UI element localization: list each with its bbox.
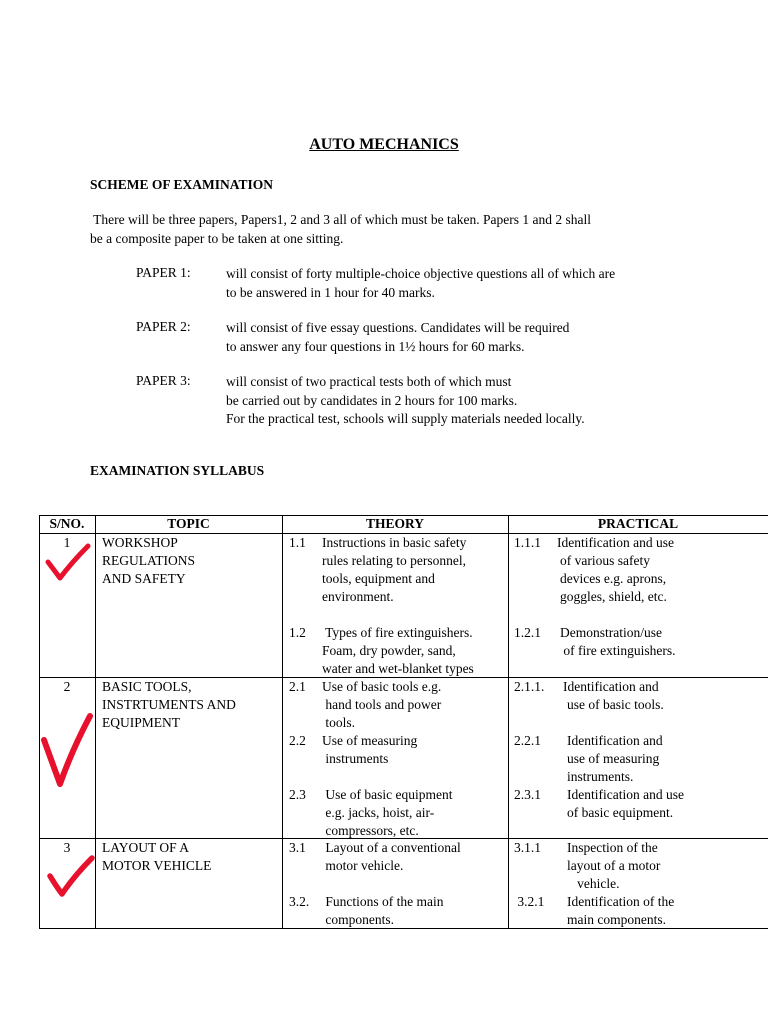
theory-line: tools, equipment and [322,571,435,586]
practical-item-num: 1.1.1 [514,535,541,550]
theory-item-text [322,893,444,929]
practical-item-num: 2.3.1 [514,787,541,802]
topic-line: WORKSHOP [102,535,178,550]
row-1-topic [102,534,195,588]
theory-line: rules relating to personnel, [322,553,466,568]
theory-line: Foam, dry powder, sand, [322,643,456,658]
practical-item-num: 3.1.1 [514,840,541,855]
paper-3-label: PAPER 3: [136,373,191,388]
practical-item-num: 2.1.1. [514,679,545,694]
theory-item-num: 2.1 [289,679,306,694]
practical-line: of basic equipment. [567,805,674,820]
intro-line: There will be three papers, Papers1, 2 and 3 all of which must be taken. Papers 1 and 2 shall [90,212,591,227]
checkmark-icon [42,540,94,588]
topic-line: MOTOR VEHICLE [102,858,212,873]
paper-line: will consist of five essay questions. Candidates will be required [226,320,570,335]
paper-line: to be answered in 1 hour for 40 marks. [226,284,435,300]
theory-line: Functions of the main [322,894,444,909]
theory-line: compressors, etc. [322,823,419,838]
practical-line: layout of a motor [567,858,661,873]
practical-item-text [567,893,674,929]
practical-item-text [567,732,663,786]
theory-item-text [322,732,417,768]
practical-line: goggles, shield, etc. [560,589,667,604]
theory-item-num: 3.1 [289,840,306,855]
practical-line: Identification and use [557,535,674,550]
theory-line: Use of measuring [322,733,418,748]
practical-item-text [567,786,684,822]
topic-line: INSTRTUMENTS AND [102,697,236,712]
row-1-sno: 1 [63,535,71,550]
practical-line: main components. [567,912,666,927]
theory-line: environment. [322,589,394,604]
theory-line: Layout of a conventional [322,840,461,855]
intro-line: be a composite paper to be taken at one sitting. [90,230,344,246]
paper-line: be carried out by candidates in 2 hours for 100 marks. [226,392,518,408]
practical-line: Identification and [563,679,659,694]
practical-item-text [563,678,664,714]
header-topic: TOPIC [167,516,210,531]
theory-item-text [322,534,466,606]
theory-item-text [322,786,452,840]
theory-item-num: 1.1 [289,535,306,550]
theory-line: Instructions in basic safety [322,535,467,550]
paper-line: For the practical test, schools will supply materials needed locally. [226,411,585,426]
topic-line: LAYOUT OF A [102,840,190,855]
paper-3-description [226,373,585,429]
theory-line: Use of basic tools e.g. [322,679,442,694]
paper-line: will consist of forty multiple-choice objective questions all of which are [226,266,616,281]
practical-item-num: 3.2.1 [514,894,545,909]
topic-line: BASIC TOOLS, [102,679,192,694]
theory-line: components. [322,912,394,927]
syllabus-table [39,515,768,929]
theory-line: Types of fire extinguishers. [322,625,473,640]
intro-paragraph [90,211,690,248]
checkmark-icon [38,710,96,792]
paper-2-description [226,319,569,356]
theory-item-num: 1.2 [289,625,306,640]
practical-line: Identification and [567,733,663,748]
practical-line: of fire extinguishers. [560,643,676,658]
syllabus-heading: EXAMINATION SYLLABUS [90,463,265,478]
topic-line: AND SAFETY [102,571,186,586]
paper-2-label: PAPER 2: [136,319,191,334]
practical-line: Identification of the [567,894,675,909]
theory-line: instruments [322,751,389,766]
header-sno: S/NO. [49,516,85,531]
theory-item-num: 2.3 [289,787,306,802]
practical-item-text [557,534,674,606]
practical-line: use of measuring [567,751,660,766]
practical-line: Identification and use [567,787,684,802]
theory-line: tools. [322,715,356,730]
scheme-heading: SCHEME OF EXAMINATION [90,177,274,192]
paper-line: to answer any four questions in 1½ hours for 60 marks. [226,338,525,354]
theory-line: Use of basic equipment [322,787,453,802]
theory-item-text [322,678,441,732]
row-2-sno: 2 [63,679,71,694]
practical-item-text [567,839,660,893]
row-3-topic [102,839,211,875]
document-title: AUTO MECHANICS [309,136,459,153]
checkmark-icon [44,852,98,902]
theory-item-text [322,624,474,678]
practical-line: instruments. [567,769,634,784]
practical-line: Demonstration/use [560,625,662,640]
table-col-divider [282,515,283,929]
practical-item-text [560,624,675,660]
practical-line: vehicle. [567,876,620,891]
table-col-divider [508,515,509,929]
paper-1-description [226,265,615,302]
paper-line: will consist of two practical tests both of which must [226,374,512,389]
row-2-topic [102,678,236,732]
theory-item-num: 3.2. [289,894,310,909]
row-3-sno: 3 [63,840,71,855]
theory-item-text [322,839,461,875]
practical-line: use of basic tools. [567,697,664,712]
theory-line: water and wet-blanket types [322,661,474,676]
header-practical: PRACTICAL [597,516,679,531]
practical-item-num: 2.2.1 [514,733,541,748]
practical-line: devices e.g. aprons, [560,571,667,586]
paper-1-label: PAPER 1: [136,265,191,280]
theory-line: hand tools and power [322,697,442,712]
topic-line: REGULATIONS [102,553,195,568]
practical-line: Inspection of the [567,840,658,855]
theory-line: motor vehicle. [322,858,404,873]
practical-item-num: 1.2.1 [514,625,541,640]
theory-line: e.g. jacks, hoist, air- [322,805,435,820]
theory-item-num: 2.2 [289,733,306,748]
practical-line: of various safety [560,553,650,568]
header-theory: THEORY [365,516,425,531]
topic-line: EQUIPMENT [102,715,180,730]
